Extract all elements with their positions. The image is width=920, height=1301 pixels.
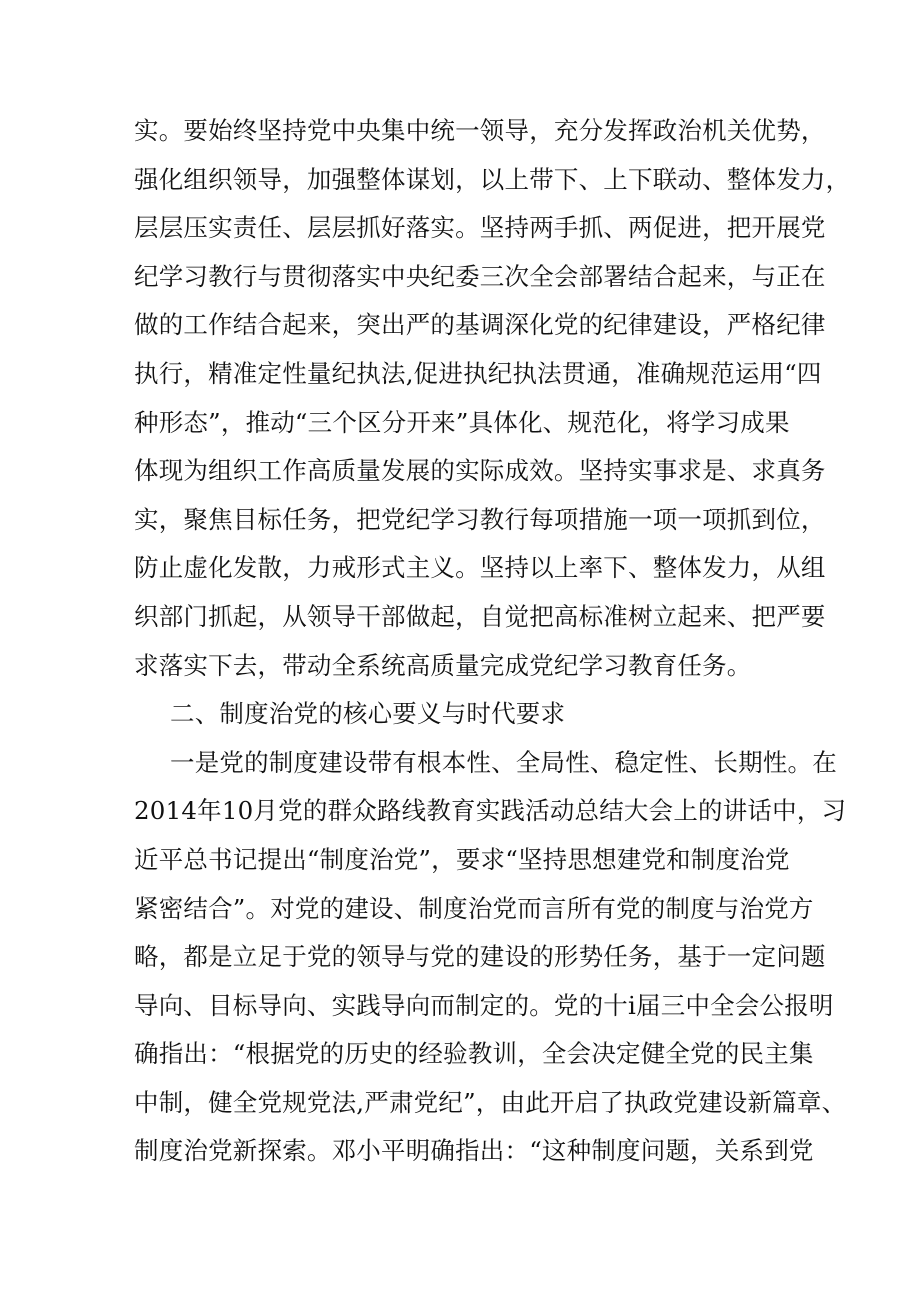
body-text xyxy=(134,107,851,1176)
text-line: 层层压实责任、层层抓好落实。坚持两手抓、两促进，把开展党 xyxy=(134,213,826,243)
text-line: 求落实下去，带动全系统高质量完成党纪学习教育任务。 xyxy=(134,650,752,680)
text-line: 纪学习教行与贯彻落实中央纪委三次全会部署结合起来，与正在 xyxy=(134,261,826,291)
text-line: 强化组织领导，加强整体谋划，以上带下、上下联动、整体发力， xyxy=(134,164,851,194)
text-line: 织部门抓起，从领导干部做起，自觉把高标准树立起来、把严要 xyxy=(134,601,826,631)
text-line: 执行，精准定性量纪执法,促进执纪执法贯通，准确规范运用“四 xyxy=(134,358,822,388)
text-line: 实。要始终坚持党中央集中统一领导，充分发挥政治机关优势， xyxy=(134,116,826,145)
text-line: 一是党的制度建设带有根本性、全局性、稳定性、长期性。在 xyxy=(170,747,837,777)
text-line: 种形态”，推动“三个区分开来”具体化、规范化，将学习成果 xyxy=(134,407,790,437)
text-line: 中制，健全党规党法,严肃党纪”，由此开启了执政党建设新篇章、 xyxy=(134,1087,847,1117)
text-line: 紧密结合”。对党的建设、制度治党而言所有党的制度与治党方 xyxy=(134,893,814,923)
text-line: 近平总书记提出“制度治党”，要求“坚持思想建党和制度治党 xyxy=(134,844,790,874)
text-line: 做的工作结合起来，突出严的基调深化党的纪律建设，严格纪律 xyxy=(134,310,826,340)
text-line: 体现为组织工作高质量发展的实际成效。坚持实事求是、求真务 xyxy=(134,456,826,486)
text-line: 导向、目标导向、实践导向而制定的。党的十i届三中全会公报明 xyxy=(134,990,834,1020)
text-line: 实，聚焦目标任务，把党纪学习教行每项措施一项一项抓到位， xyxy=(134,504,826,534)
text-line: 略，都是立足于党的领导与党的建设的形势任务，基于一定问题 xyxy=(134,942,826,972)
text-line: 2014年10月党的群众路线教育实践活动总结大会上的讲话中，习 xyxy=(134,796,847,826)
text-line: 制度治党新探索。邓小平明确指出：“这种制度问题，关系到党 xyxy=(134,1136,814,1166)
section-heading: 二、制度治党的核心要义与时代要求 xyxy=(170,699,566,729)
text-line: 确指出：“根据党的历史的经验教训，全会决定健全党的民主集 xyxy=(134,1039,814,1069)
text-line: 防止虚化发散，力戒形式主义。坚持以上率下、整体发力，从组 xyxy=(134,553,826,583)
